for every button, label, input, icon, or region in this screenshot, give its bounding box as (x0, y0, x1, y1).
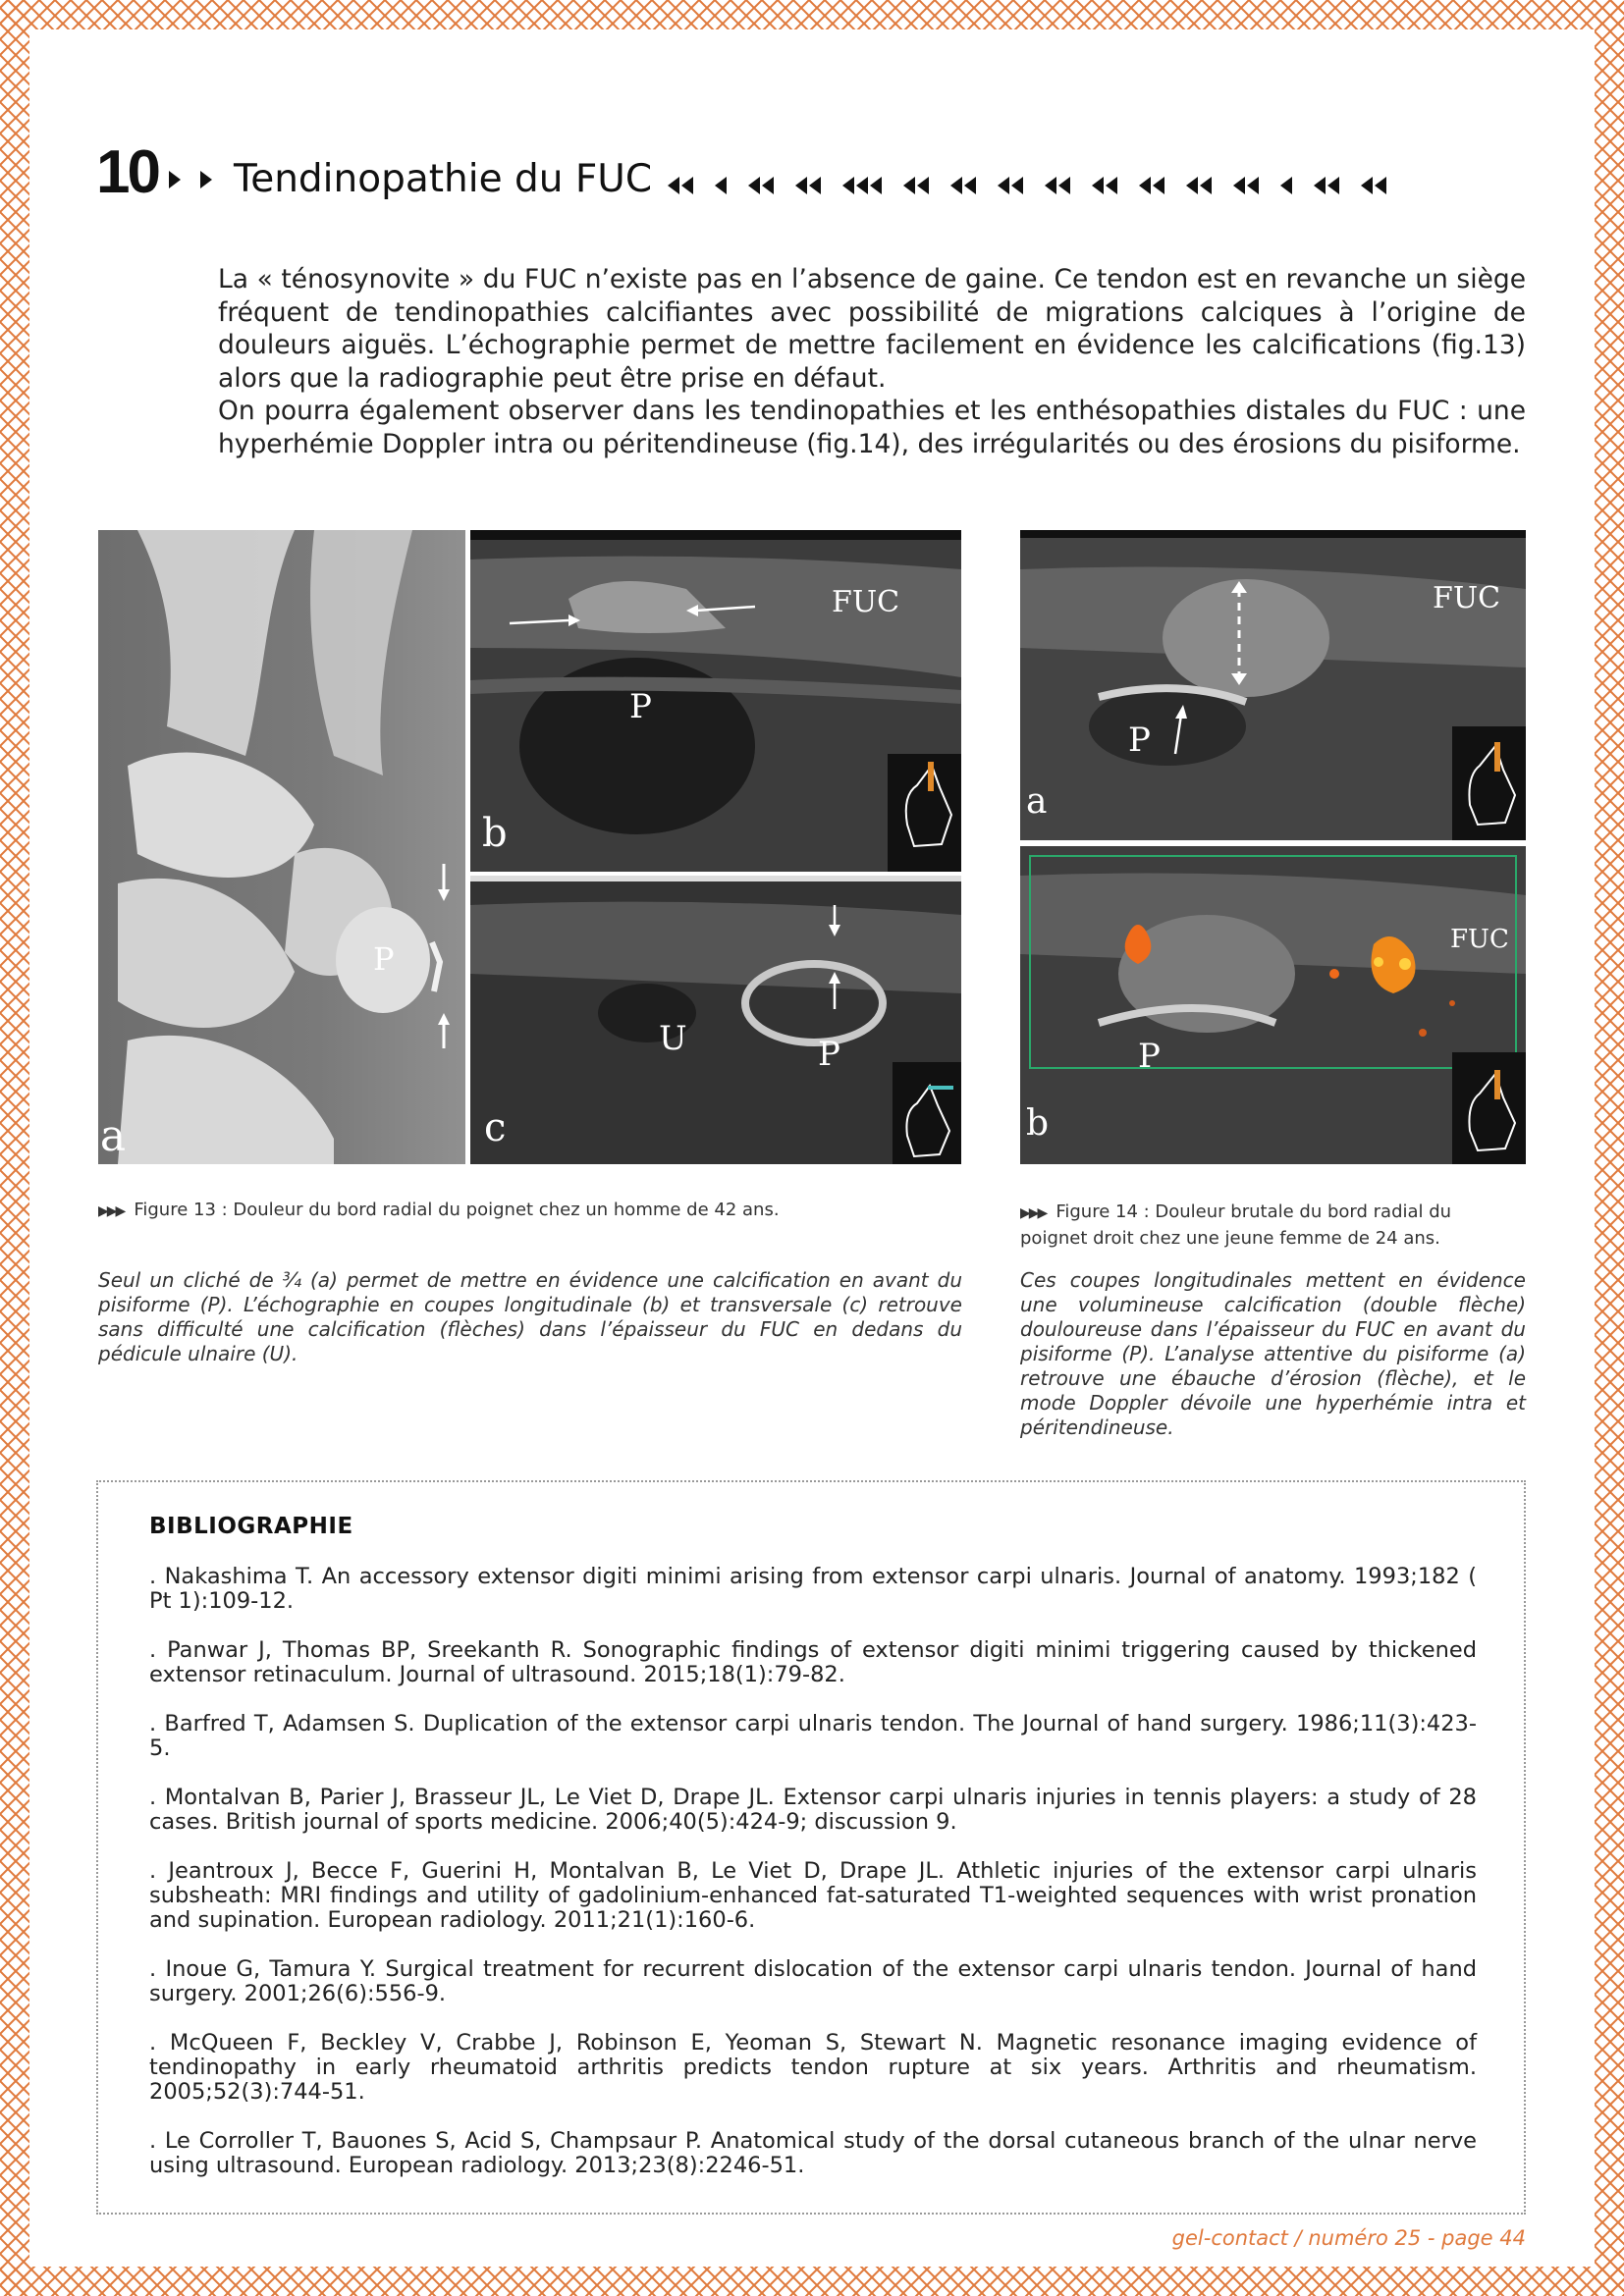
fig13c-label: c (484, 1105, 507, 1150)
header-arrow-mark (950, 177, 962, 194)
fig14b-marker-p: P (1138, 1037, 1161, 1076)
header-arrow-mark (964, 177, 976, 194)
header-arrows-left (169, 169, 224, 190)
figure14-caption-line2: poignet droit chez une jeune femme de 24 ans. (1020, 1228, 1440, 1249)
header-arrow-mark (1327, 177, 1339, 194)
header-arrow-mark (1233, 177, 1245, 194)
figure13-panel-b-ultrasound (470, 530, 961, 872)
header-arrow-mark (870, 177, 882, 194)
figure14-panel-a-ultrasound (1020, 530, 1526, 840)
header-arrow-mark (1247, 177, 1259, 194)
figure13-caption-text: Figure 13 : Douleur du bord radial du poignet chez un homme de 42 ans. (134, 1200, 780, 1220)
header-arrow-mark (1280, 177, 1292, 194)
intro-paragraph-2: On pourra également observer dans les tendinopathies et les enthésopathies distales du FUC : une hyperhémie Doppler intra ou péritendineuse (fig.14), des irrégularités ou des érosions du pisiforme. (218, 396, 1526, 459)
header-arrow-mark (856, 177, 868, 194)
header-arrow-mark (1361, 177, 1373, 194)
header-arrow-mark (1058, 177, 1070, 194)
header-arrow-mark (681, 177, 693, 194)
fig14a-marker-fuc: FUC (1433, 581, 1501, 615)
fig14b-marker-fuc: FUC (1450, 925, 1509, 954)
header-arrow-mark (1139, 177, 1151, 194)
bibliography-box (96, 1480, 1526, 2215)
figure14-description: Ces coupes longitudinales mettent en évidence une volumineuse calcification (double flèche) douloureuse dans l’épaisseur du FUC en avant du pisiforme (P). L’analyse attentive du pisiforme (a) retrouve une ébauche d’érosion (flèche), et le mode Doppler dévoile une hyperhémie intra et péritendineuse. (1020, 1268, 1526, 1439)
bibliography-title: BIBLIOGRAPHIE (149, 1514, 353, 1539)
header-arrow-mark (748, 177, 760, 194)
fig14a-label: a (1026, 781, 1048, 822)
header-arrow-mark (1106, 177, 1117, 194)
bibliography-entry: . Panwar J, Thomas BP, Sreekanth R. Sonographic findings of extensor digiti minimi triggering caused by thickened extensor retinaculum. Journal of ultrasound. 2015;18(1):79-82. (149, 1637, 1477, 1687)
figure13-panel-c-ultrasound (470, 876, 961, 1164)
figure14-panel-b-doppler (1020, 846, 1526, 1164)
bibliography-entry: . McQueen F, Beckley V, Crabbe J, Robinson E, Yeoman S, Stewart N. Magnetic resonance imaging evidence of tendinopathy in early rheumatoid arthritis predicts tendon rupture at six years. Arthritis and rheumatism. 2005;52(3):744-51. (149, 2030, 1477, 2105)
figure13-caption (98, 1200, 962, 1220)
header-arrow-mark (1045, 177, 1056, 194)
bibliography-entry: . Montalvan B, Parier J, Brasseur JL, Le Viet D, Drape JL. Extensor carpi ulnaris injuries in tennis players: a study of 28 cases. British journal of sports medicine. 2006;40(5):424-9; discussion 9. (149, 1785, 1477, 1835)
header-arrow-mark (715, 177, 727, 194)
bibliography-entry: . Barfred T, Adamsen S. Duplication of the extensor carpi ulnaris tendon. The Journal of hand surgery. 1986;11(3):423-5. (149, 1711, 1477, 1761)
header-arrow-mark (1314, 177, 1326, 194)
header-arrows-right (668, 175, 1532, 196)
fig13b-label: b (482, 811, 508, 856)
caption-arrows-icon: ▶▶▶ (1020, 1205, 1047, 1221)
fig13c-marker-p: P (818, 1035, 840, 1074)
header-arrow-mark (795, 177, 807, 194)
header-arrow-mark (917, 177, 929, 194)
fig13a-label: a (99, 1111, 127, 1161)
header-arrow-mark (809, 177, 821, 194)
header-arrow-mark (1092, 177, 1104, 194)
header-arrow-mark (1375, 177, 1386, 194)
header-arrow-mark (1186, 177, 1198, 194)
fig13b-marker-fuc: FUC (832, 585, 900, 619)
header-arrow-mark (842, 177, 854, 194)
header-arrow-mark (1200, 177, 1212, 194)
figure13-description: Seul un cliché de ¾ (a) permet de mettre en évidence une calcification en avant du pisiforme (P). L’échographie en coupes longitudinale (b) et transversale (c) retrouve sans difficulté une calcification (flèches) dans l’épaisseur du FUC en dedans du pédicule ulnaire (U). (98, 1268, 962, 1365)
intro-paragraph-1: La « ténosynovite » du FUC n’existe pas en l’absence de gaine. Ce tendon est en revanche un siège fréquent de tendinopathies calcifiantes avec possibilité de migrations calciques à l’origine de douleurs aiguës. L’échographie permet de mettre facilement en évidence les calcifications (fig.13) alors que la radiographie peut être prise en défaut. (218, 264, 1526, 394)
intro-text (218, 263, 1526, 460)
section-title: Tendinopathie du FUC (234, 157, 653, 201)
figure14-caption (1020, 1200, 1526, 1252)
fig13c-marker-u: U (659, 1019, 687, 1058)
header-arrow-mark (762, 177, 774, 194)
header-arrow-mark (1011, 177, 1023, 194)
figure13-panel-a-xray (98, 530, 465, 1164)
caption-arrows-icon: ▶▶▶ (98, 1203, 125, 1219)
header-arrow-mark (668, 177, 679, 194)
section-number: 10 (96, 138, 158, 206)
bibliography-entry: . Jeantroux J, Becce F, Guerini H, Montalvan B, Le Viet D, Drape JL. Athletic injuries of the extensor carpi ulnaris subsheath: MRI findings and utility of gadolinium-enhanced fat-saturated T1-weighted sequences with wrist pronation and supination. European radiology. 2011;21(1):160-6. (149, 1858, 1477, 1933)
bibliography-entry: . Nakashima T. An accessory extensor digiti minimi arising from extensor carpi ulnaris. Journal of anatomy. 1993;182 ( Pt 1):109-12. (149, 1564, 1477, 1614)
header-arrow-mark (903, 177, 915, 194)
header-arrow-mark (998, 177, 1009, 194)
fig14a-marker-p: P (1128, 721, 1151, 760)
fig13a-marker-p: P (373, 940, 395, 978)
fig13b-marker-p: P (629, 687, 652, 726)
bibliography-entry: . Inoue G, Tamura Y. Surgical treatment for recurrent dislocation of the extensor carpi ulnaris tendon. Journal of hand surgery. 2001;26(6):556-9. (149, 1956, 1477, 2006)
figure14-caption-line1: Figure 14 : Douleur brutale du bord radial du (1056, 1201, 1452, 1222)
page-footer: gel-contact / numéro 25 - page 44 (1171, 2226, 1526, 2250)
header-arrow-mark (1153, 177, 1164, 194)
bibliography-list (149, 1565, 1477, 2203)
fig14b-label: b (1026, 1103, 1050, 1144)
bibliography-entry: . Le Corroller T, Bauones S, Acid S, Champsaur P. Anatomical study of the dorsal cutaneous branch of the ulnar nerve using ultrasound. European radiology. 2013;23(8):2246-51. (149, 2128, 1477, 2178)
